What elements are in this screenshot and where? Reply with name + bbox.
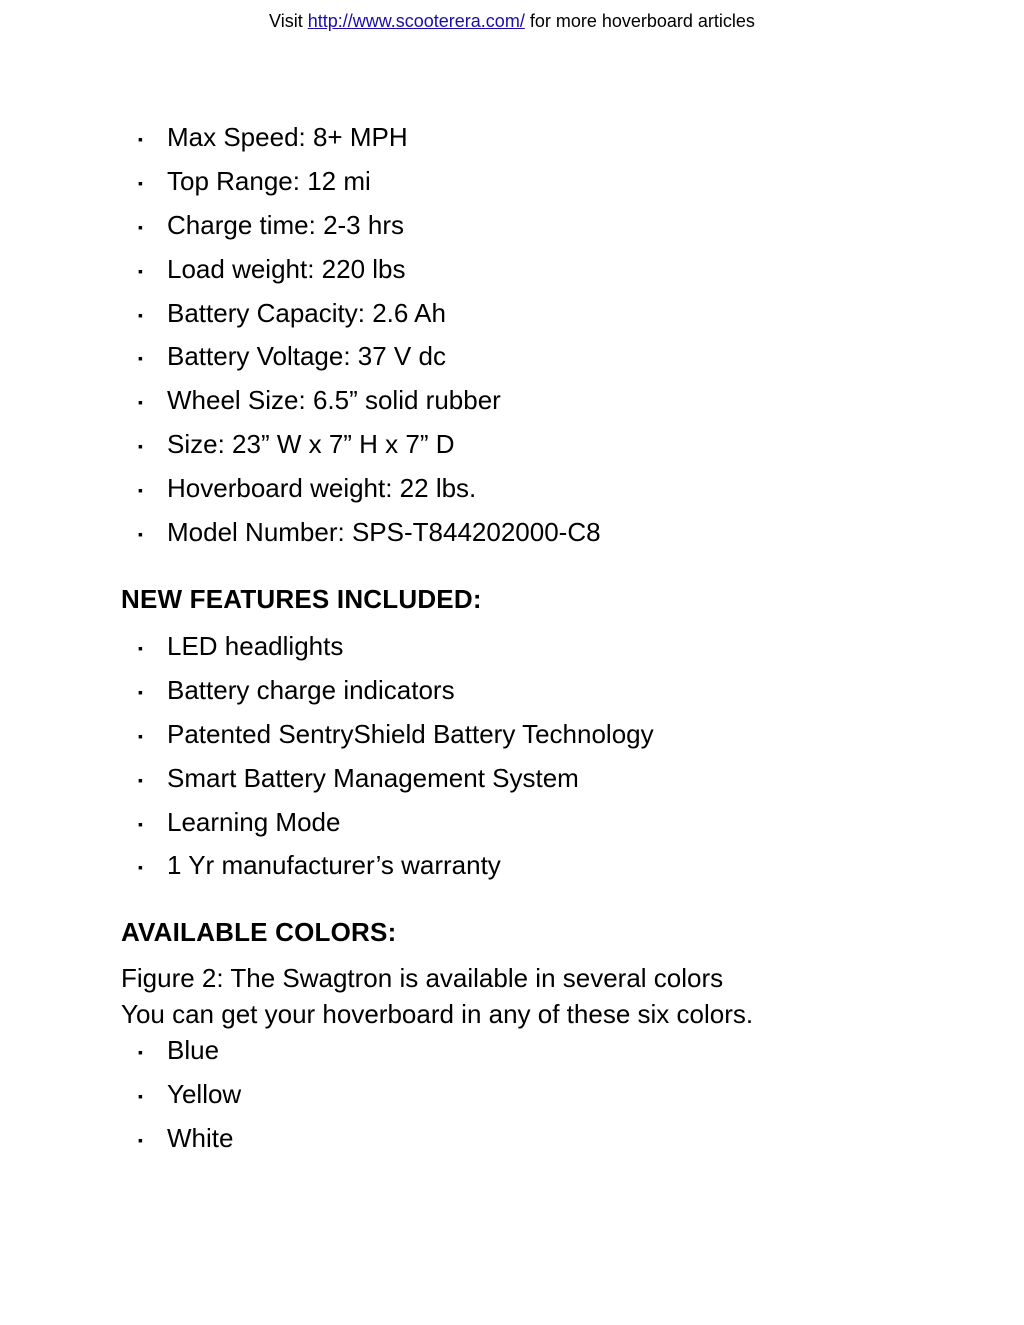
bullet-icon: ▪ (138, 131, 143, 147)
bullet-icon: ▪ (138, 482, 143, 499)
bullet-icon: ▪ (138, 683, 143, 700)
bullet-icon: ▪ (138, 262, 143, 279)
bullet-icon: ▪ (138, 350, 143, 367)
scooterera-link[interactable]: http://www.scooterera.com/ (307, 11, 525, 31)
bullet-icon: ▪ (138, 438, 143, 455)
bullet-icon: ▪ (138, 1131, 143, 1148)
bullet-icon: ▪ (138, 1044, 143, 1060)
bullet-icon: ▪ (138, 526, 143, 543)
header-suffix: for more hoverboard articles (524, 11, 755, 31)
bullet-icon: ▪ (138, 174, 143, 191)
bullet-icon: ▪ (138, 1087, 143, 1104)
figure-caption: Figure 2: The Swagtron is available in several colors (121, 963, 724, 993)
bullet-icon: ▪ (138, 640, 143, 656)
bullet-icon: ▪ (138, 815, 143, 832)
bullet-icon: ▪ (138, 727, 143, 744)
colors-intro: You can get your hoverboard in any of these six colors. (121, 999, 754, 1029)
header-prefix: Visit (269, 11, 308, 31)
bullet-icon: ▪ (138, 306, 143, 323)
features-heading: NEW FEATURES INCLUDED: (121, 584, 482, 614)
bullet-icon: ▪ (138, 218, 143, 235)
bullet-icon: ▪ (138, 771, 143, 788)
page-header (0, 9, 1024, 33)
colors-heading: AVAILABLE COLORS: (121, 917, 397, 947)
bullet-icon: ▪ (138, 394, 143, 411)
bullet-icon: ▪ (138, 859, 143, 876)
